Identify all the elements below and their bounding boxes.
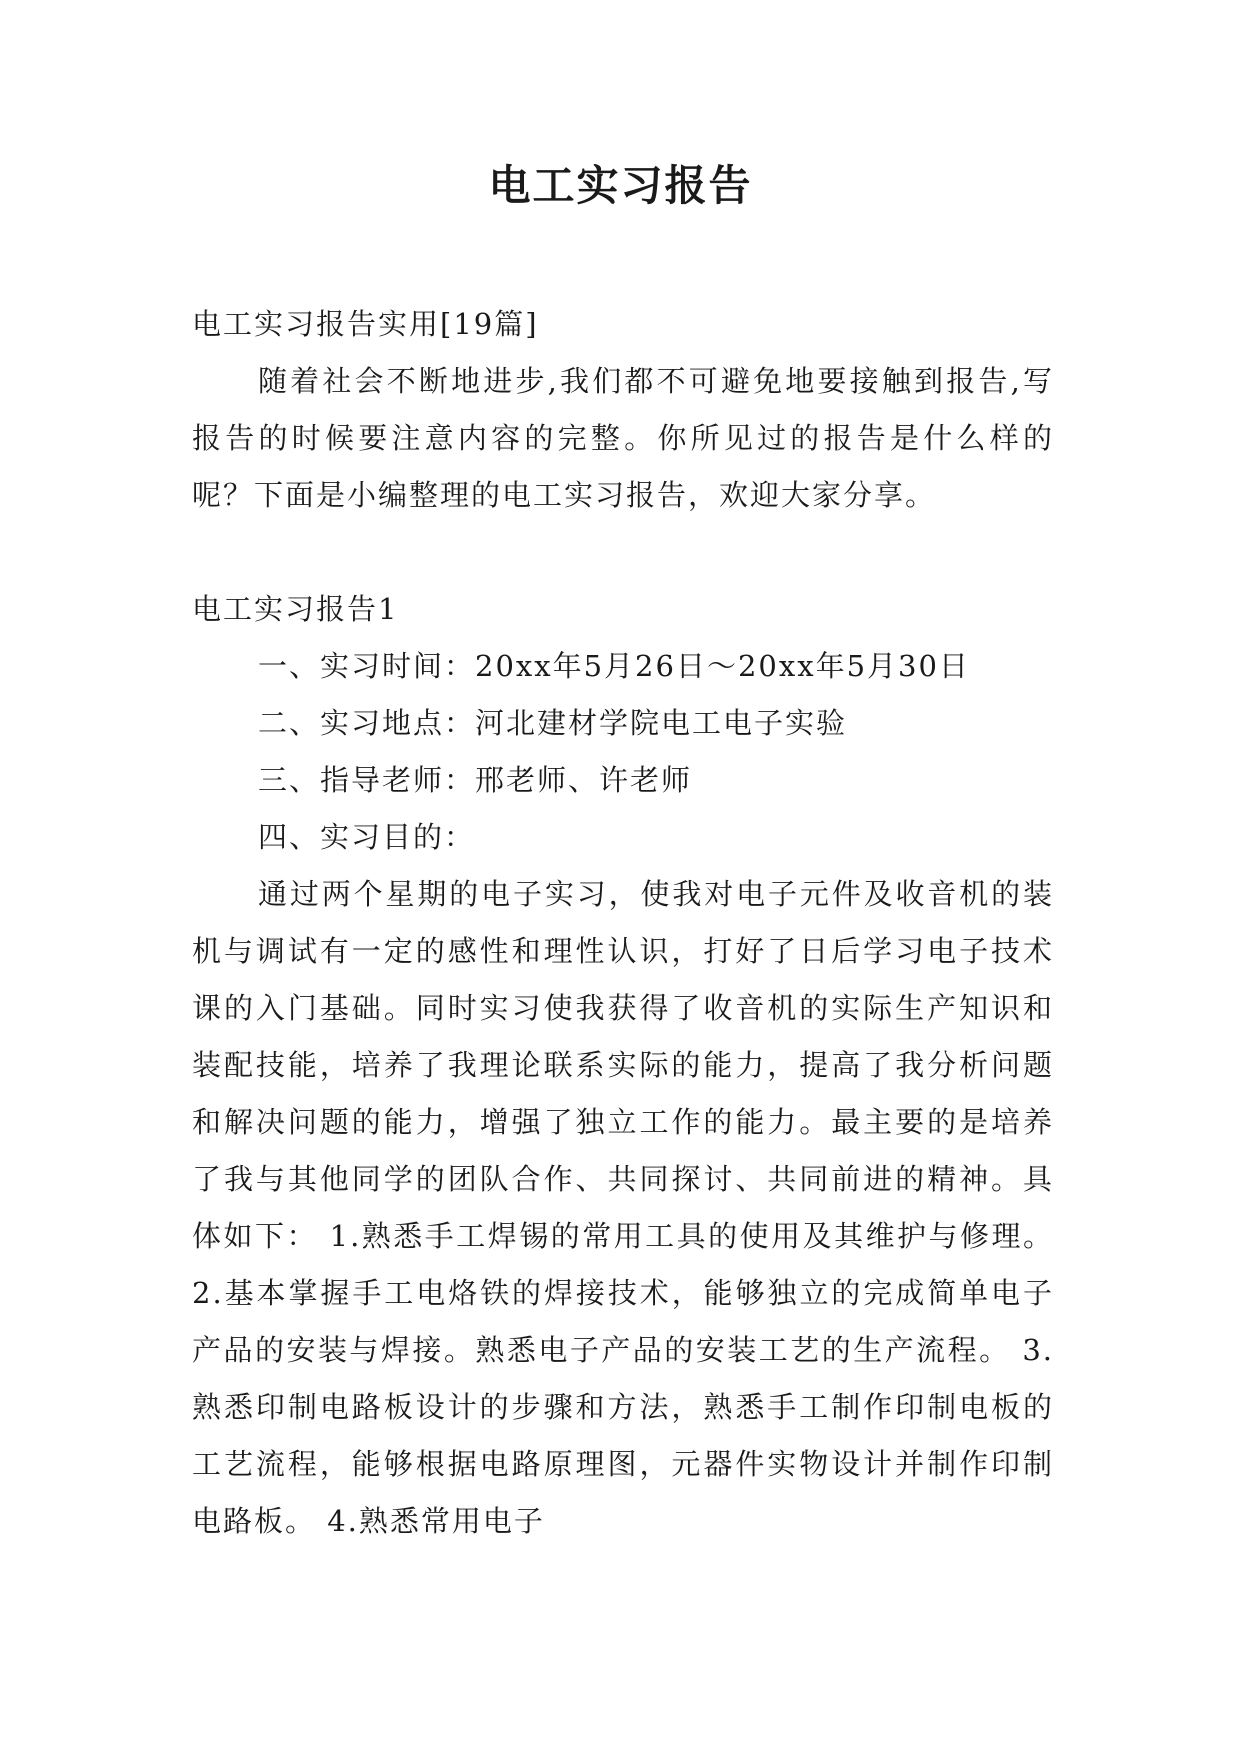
document-content xyxy=(192,296,1054,1550)
document-subtitle: 电工实习报告实用[19篇] xyxy=(192,307,539,341)
document-title: 电工实习报告 xyxy=(488,161,753,210)
body-paragraph: 通过两个星期的电子实习，使我对电子元件及收音机的装机与调试有一定的感性和理性认识，打好了日后学习电子技术课的入门基础。同时实习使我获得了收音机的实际生产知识和装配技能，培养了我理论联系实际的能力，提高了我分析问题和解决问题的能力，增强了独立工作的能力。最主要的是培养了我与其他同学的团队合作、共同探讨、共同前进的精神。具体如下： 1.熟悉手工焊锡的常用工具的使用及其维护与修理。 2.基本掌握手工电烙铁的焊接技术，能够独立的完成简单电子产品的安装与焊接。熟悉电子产品的安装工艺的生产流程。 3.熟悉印制电路板设计的步骤和方法，熟悉手工制作印制电板的工艺流程，能够根据电路原理图，元器件实物设计并制作印制电路板。 4.熟悉常用电子 xyxy=(192,877,1054,1538)
item-instructors: 三、指导老师：邢老师、许老师 xyxy=(258,763,693,797)
paragraph-spacer xyxy=(192,524,1054,581)
section-heading: 电工实习报告1 xyxy=(192,592,399,626)
item-internship-location: 二、实习地点：河北建材学院电工电子实验 xyxy=(258,706,848,740)
item-internship-time: 一、实习时间：20xx年5月26日～20xx年5月30日 xyxy=(258,649,970,683)
intro-paragraph: 随着社会不断地进步,我们都不可避免地要接触到报告,写报告的时候要注意内容的完整。你所见过的报告是什么样的呢？下面是小编整理的电工实习报告，欢迎大家分享。 xyxy=(192,364,1054,512)
item-internship-purpose: 四、实习目的： xyxy=(258,820,476,854)
